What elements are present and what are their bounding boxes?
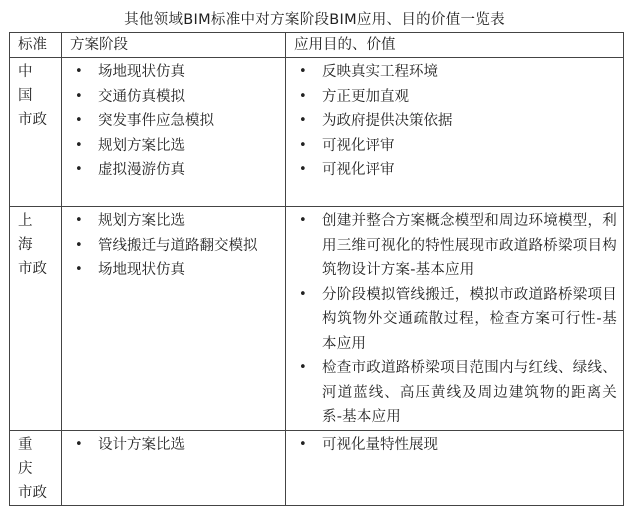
list-item: • 场地现状仿真 — [62, 60, 279, 85]
list-item: • 可视化量特性展现 — [286, 433, 617, 458]
standard-line2: 市政 — [18, 112, 47, 128]
list-item: • 设计方案比选 — [62, 433, 279, 458]
table-row — [10, 431, 624, 506]
table-caption: 其他领域BIM标准中对方案阶段BIM应用、目的价值一览表 — [124, 12, 505, 28]
purpose-cell — [286, 58, 624, 207]
list-item: • 管线搬迁与道路翻交模拟 — [62, 234, 279, 259]
list-item: • 突发事件应急模拟 — [62, 109, 279, 134]
header-stage: 方案阶段 — [62, 33, 286, 58]
list-item: • 虚拟漫游仿真 — [62, 158, 279, 183]
standard-cell — [10, 207, 62, 431]
purpose-cell — [286, 207, 624, 431]
list-item: • 分阶段模拟管线搬迁，模拟市政道路桥梁项目构筑物外交通疏散过程，检查方案可行性-基本应用 — [286, 283, 617, 357]
list-item: • 反映真实工程环境 — [286, 60, 617, 85]
list-item: • 规划方案比选 — [62, 134, 279, 159]
list-item: • 方正更加直观 — [286, 85, 617, 110]
list-item: • 检查市政道路桥梁项目范围内与红线、绿线、河道蓝线、高压黄线及周边建筑物的距离关系-基本应用 — [286, 356, 617, 430]
standard-cell — [10, 58, 62, 207]
list-item: • 交通仿真模拟 — [62, 85, 279, 110]
header-standard: 标准 — [10, 33, 62, 58]
list-item: • 规划方案比选 — [62, 209, 279, 234]
header-row — [10, 33, 624, 58]
standard-line1: 中国 — [18, 64, 47, 104]
bim-standards-table — [9, 32, 624, 506]
table-row — [10, 207, 624, 431]
standard-line1: 重庆 — [18, 437, 47, 477]
list-item: • 可视化评审 — [286, 158, 617, 183]
standard-line2: 市政 — [18, 261, 47, 277]
list-item: • 创建并整合方案概念模型和周边环境模型，利用三维可视化的特性展现市政道路桥梁项目构筑物设计方案-基本应用 — [286, 209, 617, 283]
stage-cell — [62, 58, 286, 207]
header-purpose: 应用目的、价值 — [286, 33, 624, 58]
list-item: • 为政府提供决策依据 — [286, 109, 617, 134]
standard-line2: 市政 — [18, 485, 47, 501]
purpose-cell — [286, 431, 624, 506]
list-item: • 可视化评审 — [286, 134, 617, 159]
standard-cell — [10, 431, 62, 506]
stage-cell — [62, 431, 286, 506]
table-row — [10, 58, 624, 207]
stage-cell — [62, 207, 286, 431]
list-item: • 场地现状仿真 — [62, 258, 279, 283]
standard-line1: 上海 — [18, 213, 47, 253]
